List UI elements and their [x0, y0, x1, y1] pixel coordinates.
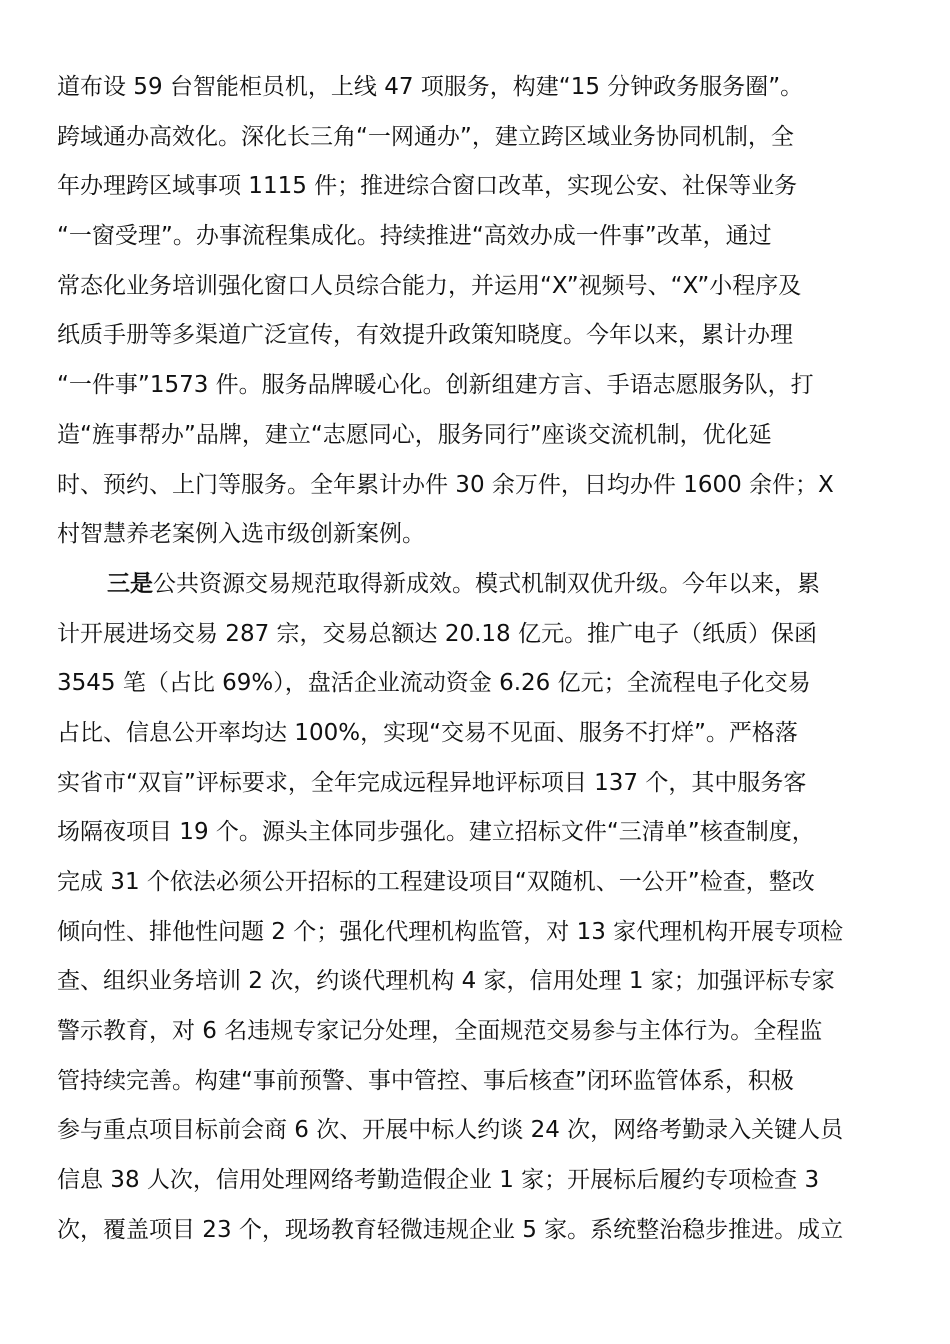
text-line: 计开展进场交易 287 宗，交易总额达 20.18 亿元。推广电子（纸质）保函 — [57, 620, 817, 647]
text-line: 信息 38 人次，信用处理网络考勤造假企业 1 家；开展标后履约专项检查 3 — [57, 1167, 820, 1194]
text-line: 警示教育，对 6 名违规专家记分处理，全面规范交易参与主体行为。全程监 — [57, 1018, 823, 1045]
text-line: 道布设 59 台智能柜员机，上线 47 项服务，构建“15 分钟政务服务圈”。 — [57, 74, 804, 100]
document-body — [57, 63, 897, 1256]
text-line: 次，覆盖项目 23 个，现场教育轻微违规企业 5 家。系统整治稳步推进。成立 — [57, 1216, 844, 1243]
text-line: 参与重点项目标前会商 6 次、开展中标人约谈 24 次，网络考勤录入关键人员 — [57, 1117, 844, 1144]
paragraph-first-line — [57, 560, 897, 610]
text-line: 跨域通办高效化。深化长三角“一网通办”，建立跨区域业务协同机制，全 — [57, 123, 794, 150]
text-line: 常态化业务培训强化窗口人员综合能力，并运用“X”视频号、“X”小程序及 — [57, 272, 802, 299]
section-lead-label: 三是 — [107, 570, 153, 597]
text-line: 3545 笔（占比 69%），盘活企业流动资金 6.26 亿元；全流程电子化交易 — [57, 670, 811, 697]
text-line: 纸质手册等多渠道广泛宣传，有效提升政策知晓度。今年以来，累计办理 — [57, 322, 793, 349]
text-line: “一窗受理”。办事流程集成化。持续推进“高效办成一件事”改革，通过 — [57, 223, 772, 250]
text-line: “一件事”1573 件。服务品牌暖心化。创新组建方言、手语志愿服务队，打 — [57, 372, 814, 399]
text-line: 管持续完善。构建“事前预警、事中管控、事后核查”闭环监管体系，积极 — [57, 1067, 794, 1094]
text-line: 场隔夜项目 19 个。源头主体同步强化。建立招标文件“三清单”核查制度， — [57, 819, 815, 846]
text-line: 倾向性、排他性问题 2 个；强化代理机构监管，对 13 家代理机构开展专项检 — [57, 918, 844, 945]
text-line: 时、预约、上门等服务。全年累计办件 30 余万件，日均办件 1600 余件；X — [57, 471, 834, 498]
text-line: 村智慧养老案例入选市级创新案例。 — [57, 521, 425, 548]
text-line: 占比、信息公开率均达 100%，实现“交易不见面、服务不打烊”。严格落 — [57, 719, 798, 746]
text-line: 完成 31 个依法必须公开招标的工程建设项目“双随机、一公开”检查，整改 — [57, 869, 815, 895]
text-span: 公共资源交易规范取得新成效。模式机制双优升级。今年以来，累 — [153, 570, 820, 597]
text-line: 查、组织业务培训 2 次，约谈代理机构 4 家，信用处理 1 家；加强评标专家 — [57, 968, 835, 995]
text-line: 造“旌事帮办”品牌，建立“志愿同心，服务同行”座谈交流机制，优化延 — [57, 421, 772, 448]
paragraph-public-resource-trading — [57, 560, 897, 1256]
text-line: 年办理跨区域事项 1115 件；推进综合窗口改革，实现公安、社保等业务 — [57, 173, 798, 200]
paragraph-public-services — [57, 63, 897, 560]
text-line: 实省市“双盲”评标要求，全年完成远程异地评标项目 137 个，其中服务客 — [57, 769, 807, 796]
